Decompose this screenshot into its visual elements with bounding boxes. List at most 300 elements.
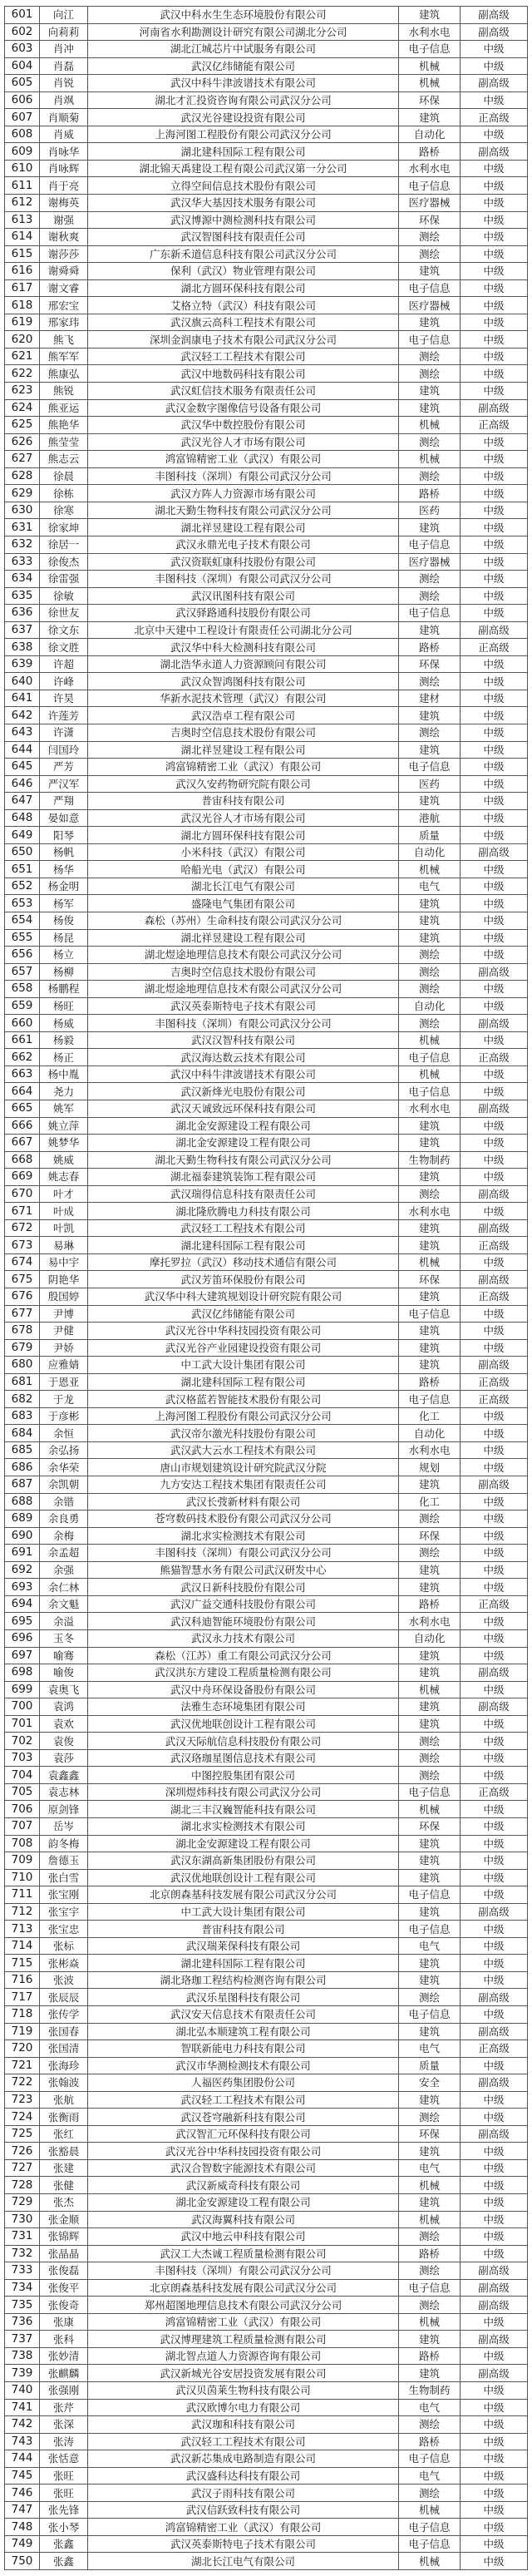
employer-name-cell: 湖北长江电气有限公司 xyxy=(88,878,399,895)
employer-name-cell: 武汉格蓝若智能技术股份有限公司 xyxy=(88,1391,399,1408)
table-row xyxy=(5,809,528,827)
specialty-cell: 建筑 xyxy=(399,1117,461,1135)
employer-name-cell: 鸿富锦精密工业（武汉）有限公司 xyxy=(88,451,399,468)
row-number-cell: 612 xyxy=(5,195,40,212)
person-name-cell: 原剑锋 xyxy=(40,1801,88,1818)
employer-name-cell: 小米科技（武汉）有限公司 xyxy=(88,843,399,861)
row-number-cell: 693 xyxy=(5,1579,40,1596)
specialty-cell: 建筑 xyxy=(399,2365,461,2382)
table-row xyxy=(5,109,528,126)
title-level-cell: 中级 xyxy=(461,1135,528,1152)
person-name-cell: 肖顺菊 xyxy=(40,109,88,126)
row-number-cell: 647 xyxy=(5,793,40,810)
table-row xyxy=(5,1647,528,1664)
employer-name-cell: 武汉天诚致远环保科技有限公司 xyxy=(88,1100,399,1118)
employer-name-cell: 武汉武大云水工程技术有限公司 xyxy=(88,1441,399,1459)
person-name-cell: 张俊平 xyxy=(40,2279,88,2297)
title-level-cell: 中级 xyxy=(461,1921,528,1938)
table-row xyxy=(5,2297,528,2314)
specialty-cell: 电子信息 xyxy=(399,1921,461,1938)
employer-name-cell: 湖北三丰汉巍智能科技有限公司 xyxy=(88,1801,399,1818)
table-row xyxy=(5,1271,528,1288)
title-level-cell: 中级 xyxy=(461,2416,528,2434)
specialty-cell: 测绘 xyxy=(399,245,461,263)
table-row xyxy=(5,331,528,349)
table-row xyxy=(5,963,528,981)
employer-name-cell: 湖北金安源建设工程有限公司 xyxy=(88,1135,399,1152)
employer-name-cell: 湖北弘本顺建筑工程有限公司 xyxy=(88,2023,399,2040)
title-level-cell: 副高级 xyxy=(461,843,528,861)
title-level-cell: 中级 xyxy=(461,981,528,998)
person-name-cell: 余强 xyxy=(40,1561,88,1579)
employer-name-cell: 鸿富锦精密工业（武汉）有限公司 xyxy=(88,2519,399,2536)
row-number-cell: 747 xyxy=(5,2501,40,2519)
title-level-cell: 中级 xyxy=(461,1715,528,1733)
row-number-cell: 750 xyxy=(5,2553,40,2570)
row-number-cell: 714 xyxy=(5,1937,40,1955)
specialty-cell: 建筑 xyxy=(399,707,461,724)
specialty-cell: 测绘 xyxy=(399,348,461,365)
title-level-cell: 正高级 xyxy=(461,1373,528,1391)
title-level-cell: 正高级 xyxy=(461,1237,528,1254)
person-name-cell: 杨华 xyxy=(40,861,88,878)
person-name-cell: 玉冬 xyxy=(40,1629,88,1647)
employer-name-cell: 艾格立特（武汉）科技有限公司 xyxy=(88,297,399,314)
row-number-cell: 652 xyxy=(5,878,40,895)
row-number-cell: 663 xyxy=(5,1066,40,1083)
employer-name-cell: 湖北江城芯片中试服务有限公司 xyxy=(88,41,399,58)
title-level-cell: 中级 xyxy=(461,2433,528,2450)
employer-name-cell: 丰图科技（深圳）有限公司武汉分公司 xyxy=(88,1545,399,1562)
employer-name-cell: 哈船光电（武汉）有限公司 xyxy=(88,861,399,878)
employer-name-cell: 湖北珞珈工程结构检测咨询有限公司 xyxy=(88,1971,399,1989)
employer-name-cell: 森松（苏州）生命科技有限公司武汉分公司 xyxy=(88,912,399,929)
table-row xyxy=(5,741,528,759)
person-name-cell: 徐敏 xyxy=(40,587,88,605)
specialty-cell: 自动化 xyxy=(399,1425,461,1442)
employer-name-cell: 武汉珈和科技有限公司 xyxy=(88,2416,399,2434)
title-level-cell: 中级 xyxy=(461,126,528,143)
person-name-cell: 詹德玉 xyxy=(40,1852,88,1870)
employer-name-cell: 武汉资联虹康科技股份有限公司 xyxy=(88,553,399,571)
person-name-cell: 袁奥飞 xyxy=(40,1681,88,1698)
specialty-cell: 测绘 xyxy=(399,1989,461,2006)
table-row xyxy=(5,1698,528,1716)
title-level-cell: 中级 xyxy=(461,1579,528,1596)
row-number-cell: 703 xyxy=(5,1749,40,1767)
title-level-cell: 中级 xyxy=(461,1117,528,1135)
title-level-cell: 正高级 xyxy=(461,639,528,656)
table-row xyxy=(5,2433,528,2450)
row-number-cell: 688 xyxy=(5,1493,40,1510)
table-row xyxy=(5,1561,528,1579)
specialty-cell: 电子信息 xyxy=(399,1083,461,1100)
table-row xyxy=(5,2313,528,2331)
employer-name-cell: 武汉光谷中华科技园投资有限公司 xyxy=(88,1323,399,1340)
title-level-cell: 正高级 xyxy=(461,109,528,126)
title-level-cell: 中级 xyxy=(461,741,528,759)
title-level-cell: 中级 xyxy=(461,655,528,673)
person-name-cell: 张鑫 xyxy=(40,2535,88,2553)
employer-name-cell: 武汉华中科大建筑规划设计研究院有限公司 xyxy=(88,1288,399,1306)
table-row xyxy=(5,912,528,929)
title-level-cell: 中级 xyxy=(461,91,528,109)
row-number-cell: 617 xyxy=(5,279,40,297)
person-name-cell: 张红 xyxy=(40,2125,88,2143)
row-number-cell: 748 xyxy=(5,2519,40,2536)
employer-name-cell: 武汉新烽光电股份有限公司 xyxy=(88,1083,399,1100)
row-number-cell: 622 xyxy=(5,365,40,383)
row-number-cell: 601 xyxy=(5,7,40,24)
title-level-cell: 中级 xyxy=(461,571,528,588)
title-level-cell: 中级 xyxy=(461,1527,528,1545)
person-name-cell: 杨中胤 xyxy=(40,1066,88,1083)
title-level-cell: 中级 xyxy=(461,2313,528,2331)
specialty-cell: 机械 xyxy=(399,2177,461,2194)
table-row xyxy=(5,2485,528,2502)
employer-name-cell: 熊猫智慧水务有限公司武汉研发中心 xyxy=(88,1561,399,1579)
title-level-cell: 中级 xyxy=(461,519,528,536)
row-number-cell: 722 xyxy=(5,2074,40,2092)
table-row xyxy=(5,1459,528,1476)
employer-name-cell: 湖北祥昱建设工程有限公司 xyxy=(88,929,399,947)
person-name-cell: 叶成 xyxy=(40,1203,88,1220)
title-level-cell: 中级 xyxy=(461,2057,528,2074)
row-number-cell: 633 xyxy=(5,553,40,571)
table-body xyxy=(5,7,528,2570)
employer-name-cell: 北京中天建中工程设计有限责任公司湖北分公司 xyxy=(88,621,399,639)
row-number-cell: 607 xyxy=(5,109,40,126)
specialty-cell: 水利水电 xyxy=(399,23,461,41)
table-row xyxy=(5,2262,528,2280)
employer-name-cell: 深圳煜炜科技有限公司武汉分公司 xyxy=(88,1783,399,1801)
row-number-cell: 678 xyxy=(5,1323,40,1340)
employer-name-cell: 武汉驿路通科技股份有限公司 xyxy=(88,605,399,622)
row-number-cell: 726 xyxy=(5,2143,40,2160)
specialty-cell: 测绘 xyxy=(399,724,461,741)
specialty-cell: 医疗器械 xyxy=(399,297,461,314)
employer-name-cell: 武汉轻工工程技术有限公司 xyxy=(88,348,399,365)
specialty-cell: 机械 xyxy=(399,1066,461,1083)
title-level-cell: 中级 xyxy=(461,724,528,741)
specialty-cell: 测绘 xyxy=(399,963,461,981)
person-name-cell: 应雅婧 xyxy=(40,1357,88,1374)
person-name-cell: 姚军 xyxy=(40,1100,88,1118)
person-name-cell: 杨威 xyxy=(40,1015,88,1032)
person-name-cell: 张翰波 xyxy=(40,2074,88,2092)
title-level-cell: 副高级 xyxy=(461,1903,528,1921)
person-name-cell: 徐雷强 xyxy=(40,571,88,588)
title-level-cell: 中级 xyxy=(461,1083,528,1100)
specialty-cell: 建筑 xyxy=(399,2143,461,2160)
employer-name-cell: 北京朗森基科技发展有限公司武汉分公司 xyxy=(88,2279,399,2297)
title-level-cell: 中级 xyxy=(461,2143,528,2160)
table-row xyxy=(5,1339,528,1357)
table-row xyxy=(5,23,528,41)
table-row xyxy=(5,1357,528,1374)
row-number-cell: 635 xyxy=(5,587,40,605)
person-name-cell: 杨军 xyxy=(40,895,88,912)
specialty-cell: 测绘 xyxy=(399,2416,461,2434)
title-level-cell: 中级 xyxy=(461,2159,528,2177)
person-name-cell: 张小琴 xyxy=(40,2519,88,2536)
specialty-cell: 机械 xyxy=(399,1253,461,1271)
title-level-cell: 中级 xyxy=(461,485,528,502)
person-name-cell: 余仁林 xyxy=(40,1579,88,1596)
employer-name-cell: 湖北福泰建筑装饰工程有限公司 xyxy=(88,1169,399,1186)
employer-name-cell: 苍穹数码技术股份有限公司武汉分公司 xyxy=(88,1510,399,1528)
table-row xyxy=(5,1323,528,1340)
row-number-cell: 683 xyxy=(5,1407,40,1425)
title-level-cell: 正高级 xyxy=(461,2040,528,2058)
row-number-cell: 625 xyxy=(5,417,40,434)
title-level-cell: 中级 xyxy=(461,2347,528,2365)
person-name-cell: 许莲芳 xyxy=(40,707,88,724)
row-number-cell: 709 xyxy=(5,1852,40,1870)
employer-name-cell: 湖北祥昱建设工程有限公司 xyxy=(88,519,399,536)
title-level-cell: 中级 xyxy=(461,57,528,75)
person-name-cell: 喻俊 xyxy=(40,1664,88,1682)
employer-name-cell: 武汉光谷人才市场有限公司 xyxy=(88,809,399,827)
row-number-cell: 735 xyxy=(5,2297,40,2314)
title-level-cell: 中级 xyxy=(461,878,528,895)
employer-name-cell: 湖北建科国际工程有限公司 xyxy=(88,1237,399,1254)
row-number-cell: 697 xyxy=(5,1647,40,1664)
specialty-cell: 自动化 xyxy=(399,126,461,143)
specialty-cell: 机械 xyxy=(399,57,461,75)
title-level-cell: 副高级 xyxy=(461,2262,528,2280)
specialty-cell: 建筑 xyxy=(399,7,461,24)
specialty-cell: 测绘 xyxy=(399,1510,461,1528)
row-number-cell: 729 xyxy=(5,2194,40,2212)
title-level-cell: 副高级 xyxy=(461,75,528,92)
title-level-cell: 中级 xyxy=(461,2501,528,2519)
specialty-cell: 电子信息 xyxy=(399,279,461,297)
employer-name-cell: 普宙科技有限公司 xyxy=(88,1921,399,1938)
specialty-cell: 建筑 xyxy=(399,1323,461,1340)
specialty-cell: 水利水电 xyxy=(399,1613,461,1630)
person-name-cell: 张深 xyxy=(40,2416,88,2434)
employer-name-cell: 广东新禾道信息科技有限公司武汉分公司 xyxy=(88,245,399,263)
person-name-cell: 易中宇 xyxy=(40,1253,88,1271)
row-number-cell: 737 xyxy=(5,2331,40,2348)
row-number-cell: 668 xyxy=(5,1151,40,1169)
employer-name-cell: 中工武大设计集团有限公司 xyxy=(88,1357,399,1374)
table-row xyxy=(5,1373,528,1391)
employer-name-cell: 湖北方圆环保科技有限公司 xyxy=(88,279,399,297)
table-row xyxy=(5,1903,528,1921)
table-row xyxy=(5,673,528,690)
row-number-cell: 615 xyxy=(5,245,40,263)
person-name-cell: 杨昆 xyxy=(40,929,88,947)
row-number-cell: 616 xyxy=(5,263,40,280)
specialty-cell: 电子信息 xyxy=(399,605,461,622)
table-row xyxy=(5,1595,528,1613)
specialty-cell: 电子信息 xyxy=(399,1783,461,1801)
title-level-cell: 副高级 xyxy=(461,23,528,41)
row-number-cell: 690 xyxy=(5,1527,40,1545)
table-row xyxy=(5,1767,528,1784)
specialty-cell: 测绘 xyxy=(399,981,461,998)
row-number-cell: 621 xyxy=(5,348,40,365)
specialty-cell: 电子信息 xyxy=(399,2519,461,2536)
row-number-cell: 676 xyxy=(5,1288,40,1306)
table-row xyxy=(5,1613,528,1630)
person-name-cell: 张海珍 xyxy=(40,2057,88,2074)
person-name-cell: 张波 xyxy=(40,1971,88,1989)
specialty-cell: 电子信息 xyxy=(399,2005,461,2023)
person-name-cell: 谢强 xyxy=(40,211,88,229)
title-level-cell: 副高级 xyxy=(461,1476,528,1494)
employer-name-cell: 武汉珞珈星图信息技术有限公司 xyxy=(88,1749,399,1767)
row-number-cell: 728 xyxy=(5,2177,40,2194)
specialty-cell: 电气 xyxy=(399,2159,461,2177)
row-number-cell: 708 xyxy=(5,1835,40,1852)
employer-name-cell: 丰图科技（深圳）有限公司武汉分公司 xyxy=(88,467,399,485)
specialty-cell: 建筑 xyxy=(399,1219,461,1237)
person-name-cell: 袁俊 xyxy=(40,1733,88,1750)
row-number-cell: 687 xyxy=(5,1476,40,1494)
title-level-cell: 中级 xyxy=(461,160,528,177)
title-level-cell: 中级 xyxy=(461,553,528,571)
title-level-cell: 中级 xyxy=(461,314,528,331)
table-row xyxy=(5,2416,528,2434)
employer-name-cell: 吉奥时空信息技术股份有限公司 xyxy=(88,963,399,981)
table-row xyxy=(5,2091,528,2109)
employer-name-cell: 武汉智汇元环保科技有限公司 xyxy=(88,2125,399,2143)
table-row xyxy=(5,861,528,878)
employer-name-cell: 武汉英泰斯特电子技术有限公司 xyxy=(88,2535,399,2553)
table-row xyxy=(5,1545,528,1562)
specialty-cell: 测绘 xyxy=(399,2485,461,2502)
person-name-cell: 张旺 xyxy=(40,2485,88,2502)
specialty-cell: 化工 xyxy=(399,1407,461,1425)
person-name-cell: 徐文东 xyxy=(40,621,88,639)
title-level-cell: 副高级 xyxy=(461,2331,528,2348)
employer-name-cell: 武汉中科牛津波谱技术有限公司 xyxy=(88,75,399,92)
row-number-cell: 711 xyxy=(5,1886,40,1904)
table-row xyxy=(5,1391,528,1408)
employer-name-cell: 武汉天际航信息科技股份有限公司 xyxy=(88,1733,399,1750)
person-name-cell: 谢舜舜 xyxy=(40,263,88,280)
title-level-cell: 副高级 xyxy=(461,1015,528,1032)
specialty-cell: 电气 xyxy=(399,878,461,895)
specialty-cell: 环保 xyxy=(399,91,461,109)
employer-name-cell: 普宙科技有限公司 xyxy=(88,793,399,810)
row-number-cell: 727 xyxy=(5,2159,40,2177)
person-name-cell: 徐晨 xyxy=(40,467,88,485)
person-name-cell: 张科 xyxy=(40,2331,88,2348)
title-level-cell: 副高级 xyxy=(461,1271,528,1288)
title-level-cell: 中级 xyxy=(461,536,528,553)
person-name-cell: 于恩亚 xyxy=(40,1373,88,1391)
person-name-cell: 袁志林 xyxy=(40,1783,88,1801)
employer-name-cell: 武汉华中数控股份有限公司 xyxy=(88,417,399,434)
row-number-cell: 721 xyxy=(5,2057,40,2074)
employer-name-cell: 湖北方圆环保科技有限公司 xyxy=(88,827,399,844)
person-name-cell: 张衡雨 xyxy=(40,2109,88,2126)
specialty-cell: 自动化 xyxy=(399,997,461,1015)
person-name-cell: 杨俊 xyxy=(40,912,88,929)
table-row xyxy=(5,433,528,451)
title-level-cell: 中级 xyxy=(461,690,528,707)
specialty-cell: 建筑 xyxy=(399,741,461,759)
table-row xyxy=(5,1801,528,1818)
employer-name-cell: 武汉新芯集成电路制造有限公司 xyxy=(88,2450,399,2468)
title-level-cell: 中级 xyxy=(461,245,528,263)
specialty-cell: 建筑 xyxy=(399,1135,461,1152)
title-level-cell: 中级 xyxy=(461,348,528,365)
title-level-cell: 中级 xyxy=(461,1253,528,1271)
table-row xyxy=(5,1031,528,1049)
title-level-cell: 中级 xyxy=(461,1886,528,1904)
table-row xyxy=(5,1733,528,1750)
table-row xyxy=(5,724,528,741)
specialty-cell: 建筑 xyxy=(399,1903,461,1921)
specialty-cell: 建筑 xyxy=(399,1288,461,1306)
person-name-cell: 张俊磊 xyxy=(40,2262,88,2280)
employer-name-cell: 湖北煜途地理信息技术有限公司武汉分公司 xyxy=(88,947,399,964)
title-level-cell: 中级 xyxy=(461,2467,528,2485)
table-row xyxy=(5,793,528,810)
title-level-cell: 副高级 xyxy=(461,2279,528,2297)
table-row xyxy=(5,1425,528,1442)
title-level-cell: 中级 xyxy=(461,177,528,195)
title-level-cell: 中级 xyxy=(461,297,528,314)
person-name-cell: 余锴 xyxy=(40,1493,88,1510)
table-row xyxy=(5,2109,528,2126)
table-row xyxy=(5,417,528,434)
row-number-cell: 650 xyxy=(5,843,40,861)
row-number-cell: 733 xyxy=(5,2262,40,2280)
person-name-cell: 谢莎莎 xyxy=(40,245,88,263)
specialty-cell: 环保 xyxy=(399,1527,461,1545)
employer-name-cell: 湖北建科国际工程有限公司 xyxy=(88,1955,399,1972)
specialty-cell: 建筑 xyxy=(399,1835,461,1852)
title-level-cell: 正高级 xyxy=(461,1288,528,1306)
person-name-cell: 张传学 xyxy=(40,2005,88,2023)
title-level-cell: 副高级 xyxy=(461,621,528,639)
title-level-cell: 中级 xyxy=(461,1169,528,1186)
person-name-cell: 余恒 xyxy=(40,1425,88,1442)
title-level-cell: 中级 xyxy=(461,1545,528,1562)
title-level-cell: 中级 xyxy=(461,1767,528,1784)
person-name-cell: 徐家坤 xyxy=(40,519,88,536)
table-row xyxy=(5,605,528,622)
title-level-cell: 中级 xyxy=(461,331,528,349)
row-number-cell: 638 xyxy=(5,639,40,656)
person-name-cell: 张涛 xyxy=(40,2433,88,2450)
specialty-cell: 质量 xyxy=(399,2057,461,2074)
row-number-cell: 620 xyxy=(5,331,40,349)
employer-name-cell: 智联新能电力科技有限公司 xyxy=(88,2040,399,2058)
title-level-cell: 中级 xyxy=(461,895,528,912)
specialty-cell: 环保 xyxy=(399,211,461,229)
row-number-cell: 699 xyxy=(5,1681,40,1698)
specialty-cell: 水利水电 xyxy=(399,1203,461,1220)
person-name-cell: 熊军军 xyxy=(40,348,88,365)
title-level-cell: 中级 xyxy=(461,827,528,844)
table-row xyxy=(5,1783,528,1801)
table-row xyxy=(5,177,528,195)
person-name-cell: 尹博 xyxy=(40,1305,88,1323)
table-row xyxy=(5,1305,528,1323)
title-level-cell: 副高级 xyxy=(461,2074,528,2092)
table-row xyxy=(5,1169,528,1186)
table-row xyxy=(5,126,528,143)
row-number-cell: 707 xyxy=(5,1817,40,1835)
row-number-cell: 718 xyxy=(5,2005,40,2023)
